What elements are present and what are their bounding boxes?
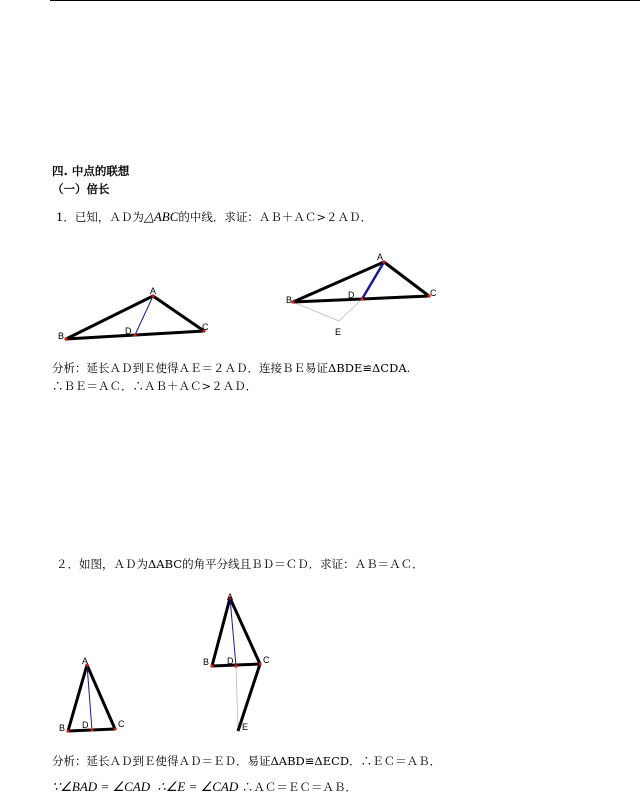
p2f1-point-d — [90, 728, 93, 731]
subsection-title: （一）倍长 — [52, 182, 110, 196]
section-title: 四. 中点的联想 — [52, 164, 130, 178]
p2f1-point-b — [66, 729, 69, 732]
p1f2-label-e: E — [335, 327, 342, 337]
p2-figure-2 — [203, 592, 270, 732]
p2f2-label-d: D — [227, 656, 234, 666]
p1f2-triangle-abc — [293, 262, 429, 302]
p2f2-point-c — [258, 662, 261, 665]
p2f1-point-c — [113, 727, 116, 730]
problem1-rest: 的中线．求证：ＡＢ＋ＡＣ>２ＡＤ． — [178, 210, 373, 224]
p1f2-label-a: A — [377, 252, 384, 262]
p1f2-segment-be — [293, 302, 339, 321]
p1f2-label-d: D — [348, 290, 355, 300]
p1f1-label-b: B — [58, 331, 65, 341]
problem2-statement: ２．如图，ＡＤ为ΔABC的角平分线且ＢＤ＝ＣＤ．求证：ＡＢ＝ＡＣ． — [56, 557, 424, 571]
p2f2-label-a: A — [227, 592, 234, 602]
p2f2-point-d — [234, 664, 237, 667]
p2f2-label-e: E — [242, 722, 249, 732]
problem2-analysis-line1: 分析：延长ＡＤ到Ｅ使得ＡＤ＝ＥＤ．易证ΔABD≌ΔECD．∴ＥＣ＝ＡＢ． — [52, 754, 442, 768]
p2f1-label-a: A — [82, 656, 89, 666]
problem1-analysis-line2: ∴ＢＥ＝ＡＣ．∴ＡＢ＋ＡＣ>２ＡＤ． — [52, 379, 258, 393]
p1-figure-2 — [286, 252, 437, 337]
p2f2-label-b: B — [203, 657, 210, 667]
p1f2-label-c: C — [430, 288, 437, 298]
p2-figure-1 — [59, 656, 125, 733]
p1f2-label-b: B — [286, 295, 293, 305]
p1f1-label-d: D — [125, 326, 132, 336]
problem1-triangle: △ABC — [143, 209, 179, 224]
p2f2-point-b — [210, 664, 213, 667]
p2f2-segment-ce — [238, 664, 260, 731]
p2f2-label-c: C — [263, 655, 270, 665]
p2f2-triangle-abc — [212, 598, 260, 666]
p1-figure-1 — [58, 286, 209, 341]
problem2-analysis-angle: ∴∠E = ∠CAD — [157, 779, 239, 794]
p2f2-segment-de — [236, 666, 238, 731]
problem2-analysis-line2 — [52, 780, 357, 794]
p1f1-label-a: A — [150, 286, 157, 296]
problem1-number: 1．已知，ＡＤ为 — [56, 210, 144, 224]
problem2-analysis-given: ∵∠BAD = ∠CAD — [52, 779, 151, 794]
p1f1-point-b — [64, 337, 67, 340]
p2f1-label-b: B — [59, 723, 66, 733]
problem2-analysis-conclusion: ∴ＡＣ＝ＥＣ＝ＡＢ． — [241, 780, 357, 794]
p1f1-point-d — [133, 333, 136, 336]
p1f2-segment-de — [339, 299, 362, 321]
p2f1-label-d: D — [82, 720, 89, 730]
problem1-analysis-line1: 分析：延长ＡＤ到Ｅ使得ＡＥ＝２ＡＤ．连接ＢＥ易证ΔBDE≌ΔCDA. — [52, 361, 411, 375]
p1f1-label-c: C — [202, 322, 209, 332]
p2f1-label-c: C — [118, 719, 125, 729]
p1f2-point-d — [360, 297, 363, 300]
p1f1-triangle-abc — [66, 296, 204, 339]
